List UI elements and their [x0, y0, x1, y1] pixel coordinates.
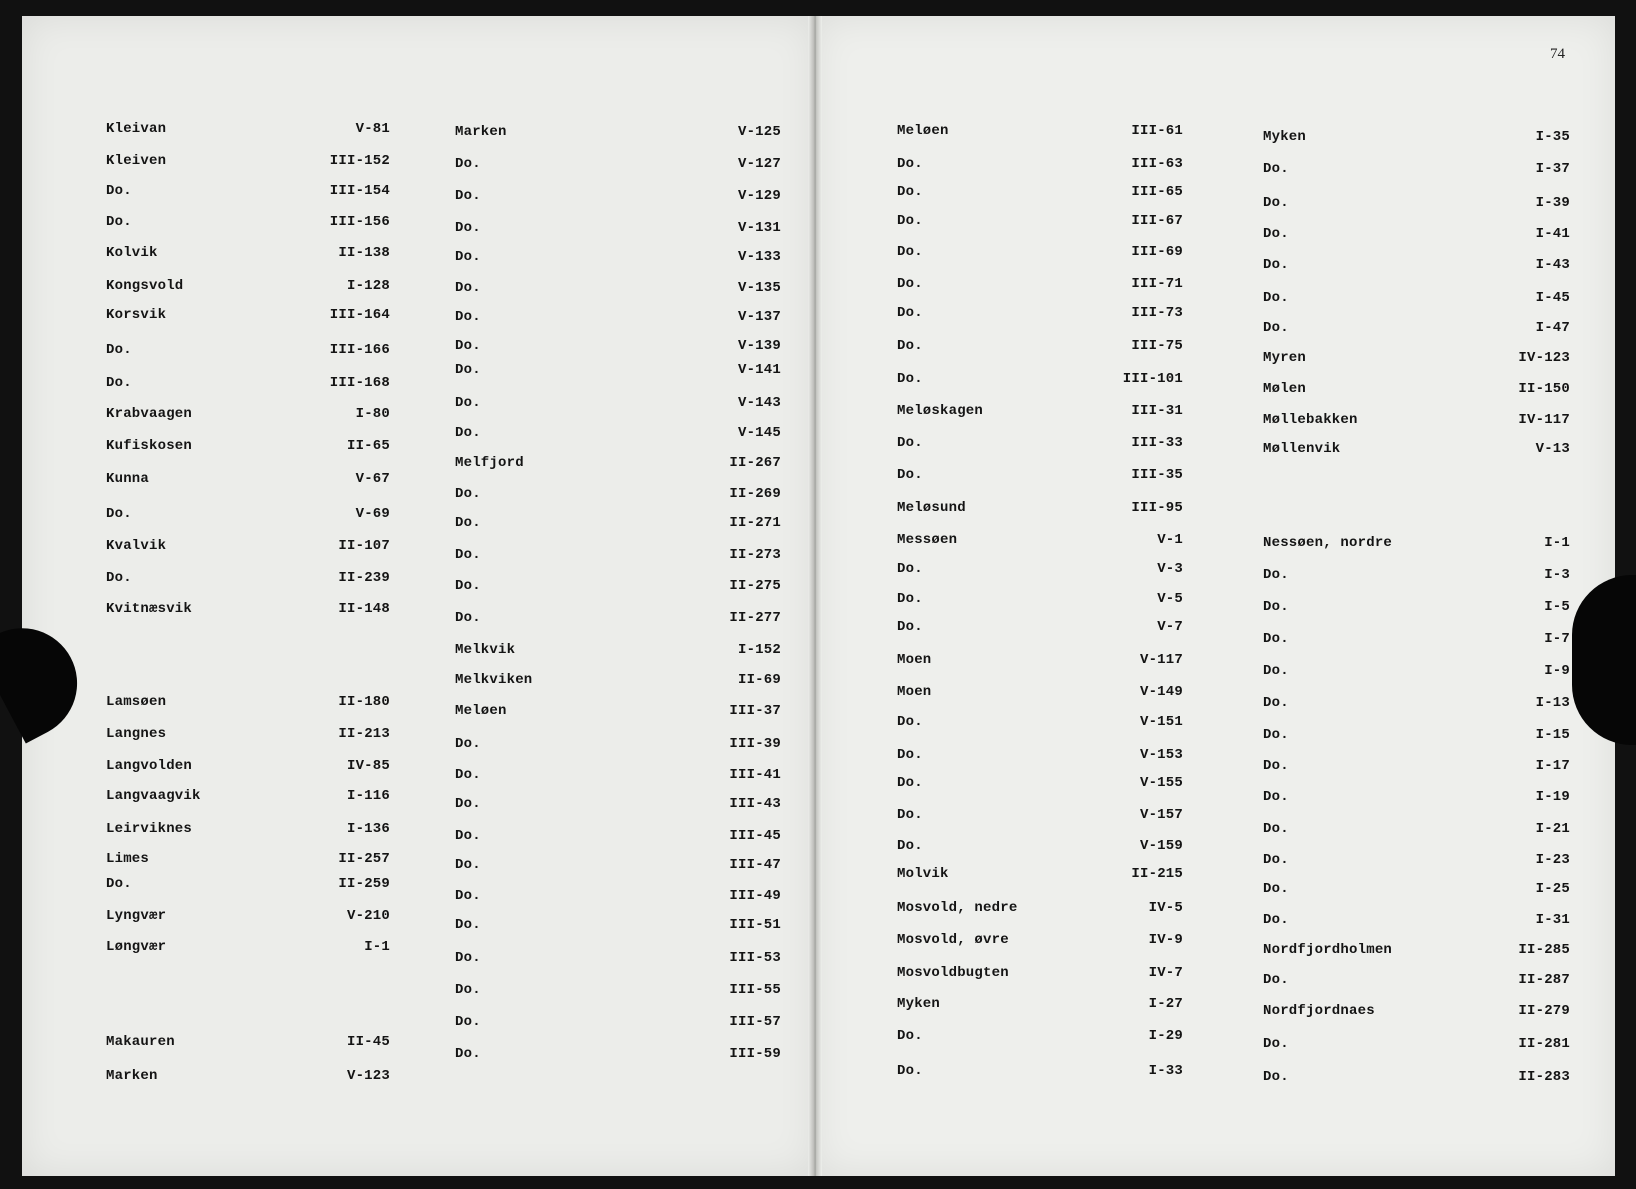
entry-volume-reference: III-33 — [1131, 435, 1183, 451]
entry-volume-reference: I-13 — [1535, 695, 1570, 711]
entry-volume-reference: I-1 — [1544, 535, 1570, 551]
entry-volume-reference: II-180 — [338, 694, 390, 710]
entry-volume-reference: II-257 — [338, 851, 390, 867]
entry-volume-reference: I-116 — [346, 788, 390, 804]
entry-place-name: Kufiskosen — [106, 438, 193, 454]
entry-place-name: Do. — [897, 276, 923, 292]
entry-volume-reference: I-27 — [1148, 996, 1183, 1012]
entry-place-name: Do. — [897, 775, 923, 791]
entry-place-name: Do. — [455, 486, 481, 502]
entry-place-name: Korsvik — [106, 307, 167, 323]
entry-place-name: Molvik — [897, 866, 949, 882]
entry-volume-reference: III-55 — [729, 982, 781, 998]
entry-place-name: Do. — [455, 767, 481, 783]
entry-place-name: Marken — [106, 1068, 158, 1084]
entry-place-name: Langvaagvik — [106, 788, 201, 804]
entry-volume-reference: I-37 — [1535, 161, 1570, 177]
entry-place-name: Do. — [897, 244, 923, 260]
entry-place-name: Do. — [1263, 631, 1289, 647]
entry-place-name: Do. — [455, 338, 481, 354]
entry-volume-reference: I-136 — [346, 821, 390, 837]
entry-volume-reference: V-81 — [355, 121, 390, 137]
entry-place-name: Langvolden — [106, 758, 193, 774]
entry-place-name: Kolvik — [106, 245, 158, 261]
entry-volume-reference: III-51 — [729, 917, 781, 933]
entry-volume-reference: II-215 — [1131, 866, 1183, 882]
entry-place-name: Nordfjordholmen — [1263, 942, 1393, 958]
entry-volume-reference: I-29 — [1148, 1028, 1183, 1044]
entry-volume-reference: II-45 — [346, 1034, 390, 1050]
entry-place-name: Do. — [1263, 161, 1289, 177]
entry-volume-reference: IV-123 — [1518, 350, 1570, 366]
entry-volume-reference: III-57 — [729, 1014, 781, 1030]
entry-place-name: Do. — [1263, 789, 1289, 805]
entry-place-name: Do. — [1263, 695, 1289, 711]
entry-place-name: Do. — [106, 876, 132, 892]
entry-volume-reference: I-21 — [1535, 821, 1570, 837]
entry-volume-reference: II-267 — [729, 455, 781, 471]
entry-place-name: Do. — [455, 547, 481, 563]
entry-volume-reference: III-156 — [329, 214, 390, 230]
entry-place-name: Do. — [897, 838, 923, 854]
entry-volume-reference: III-73 — [1131, 305, 1183, 321]
entry-place-name: Do. — [1263, 290, 1289, 306]
entry-volume-reference: I-25 — [1535, 881, 1570, 897]
entry-place-name: Myren — [1263, 350, 1307, 366]
entry-place-name: Do. — [1263, 1069, 1289, 1085]
entry-place-name: Krabvaagen — [106, 406, 193, 422]
entry-place-name: Marken — [455, 124, 507, 140]
entry-place-name: Do. — [455, 888, 481, 904]
entry-volume-reference: II-107 — [338, 538, 390, 554]
entry-volume-reference: V-155 — [1139, 775, 1183, 791]
entry-volume-reference: III-154 — [329, 183, 390, 199]
entry-volume-reference: I-9 — [1544, 663, 1570, 679]
entry-place-name: Do. — [455, 1014, 481, 1030]
entry-volume-reference: III-101 — [1122, 371, 1183, 387]
entry-volume-reference: III-35 — [1131, 467, 1183, 483]
entry-volume-reference: I-31 — [1535, 912, 1570, 928]
entry-place-name: Langnes — [106, 726, 167, 742]
entry-place-name: Do. — [1263, 852, 1289, 868]
entry-volume-reference: II-148 — [338, 601, 390, 617]
entry-place-name: Kleiven — [106, 153, 167, 169]
entry-volume-reference: III-37 — [729, 703, 781, 719]
entry-volume-reference: V-139 — [737, 338, 781, 354]
entry-place-name: Do. — [897, 561, 923, 577]
entry-volume-reference: III-47 — [729, 857, 781, 873]
entry-place-name: Lamsøen — [106, 694, 167, 710]
entry-place-name: Do. — [1263, 912, 1289, 928]
entry-volume-reference: II-213 — [338, 726, 390, 742]
entry-place-name: Do. — [897, 714, 923, 730]
entry-place-name: Kvalvik — [106, 538, 167, 554]
entry-place-name: Do. — [106, 570, 132, 586]
entry-volume-reference: II-287 — [1518, 972, 1570, 988]
entry-volume-reference: II-239 — [338, 570, 390, 586]
entry-volume-reference: III-61 — [1131, 123, 1183, 139]
entry-place-name: Do. — [897, 591, 923, 607]
entry-volume-reference: III-63 — [1131, 156, 1183, 172]
entry-place-name: Do. — [455, 736, 481, 752]
entry-place-name: Do. — [1263, 257, 1289, 273]
entry-place-name: Makauren — [106, 1034, 175, 1050]
entry-place-name: Mosvoldbugten — [897, 965, 1009, 981]
entry-place-name: Do. — [1263, 320, 1289, 336]
entry-place-name: Do. — [897, 747, 923, 763]
entry-volume-reference: I-17 — [1535, 758, 1570, 774]
entry-place-name: Do. — [106, 375, 132, 391]
entry-volume-reference: III-45 — [729, 828, 781, 844]
entry-volume-reference: I-19 — [1535, 789, 1570, 805]
entry-volume-reference: V-210 — [346, 908, 390, 924]
entry-place-name: Do. — [455, 249, 481, 265]
entry-place-name: Limes — [106, 851, 150, 867]
entry-place-name: Melkvik — [455, 642, 516, 658]
entry-place-name: Do. — [455, 950, 481, 966]
entry-volume-reference: I-39 — [1535, 195, 1570, 211]
entry-place-name: Do. — [897, 156, 923, 172]
entry-place-name: Do. — [897, 305, 923, 321]
entry-volume-reference: I-1 — [364, 939, 390, 955]
entry-volume-reference: II-273 — [729, 547, 781, 563]
entry-place-name: Mølen — [1263, 381, 1307, 397]
entry-place-name: Do. — [455, 156, 481, 172]
entry-volume-reference: V-123 — [346, 1068, 390, 1084]
entry-volume-reference: I-33 — [1148, 1063, 1183, 1079]
entry-place-name: Do. — [1263, 727, 1289, 743]
entry-volume-reference: III-168 — [329, 375, 390, 391]
entry-place-name: Do. — [897, 338, 923, 354]
entry-volume-reference: V-133 — [737, 249, 781, 265]
entry-volume-reference: V-157 — [1139, 807, 1183, 823]
entry-volume-reference: V-117 — [1139, 652, 1183, 668]
entry-volume-reference: I-5 — [1544, 599, 1570, 615]
entry-volume-reference: III-71 — [1131, 276, 1183, 292]
entry-volume-reference: V-151 — [1139, 714, 1183, 730]
entry-place-name: Meløen — [455, 703, 507, 719]
entry-place-name: Do. — [897, 619, 923, 635]
entry-place-name: Do. — [455, 220, 481, 236]
entry-place-name: Løngvær — [106, 939, 167, 955]
entry-volume-reference: IV-5 — [1148, 900, 1183, 916]
entry-volume-reference: I-35 — [1535, 129, 1570, 145]
entry-place-name: Møllenvik — [1263, 441, 1341, 457]
entry-volume-reference: I-45 — [1535, 290, 1570, 306]
entry-place-name: Meløskagen — [897, 403, 984, 419]
entry-volume-reference: IV-9 — [1148, 932, 1183, 948]
entry-volume-reference: V-1 — [1157, 532, 1183, 548]
entry-volume-reference: I-15 — [1535, 727, 1570, 743]
entry-place-name: Melfjord — [455, 455, 524, 471]
entry-volume-reference: I-3 — [1544, 567, 1570, 583]
entry-place-name: Do. — [1263, 599, 1289, 615]
page-number: 74 — [1550, 46, 1565, 62]
entry-volume-reference: II-275 — [729, 578, 781, 594]
entry-volume-reference: III-69 — [1131, 244, 1183, 260]
entry-place-name: Do. — [1263, 972, 1289, 988]
entry-volume-reference: II-271 — [729, 515, 781, 531]
entry-place-name: Do. — [455, 515, 481, 531]
entry-place-name: Mosvold, nedre — [897, 900, 1018, 916]
entry-place-name: Do. — [897, 467, 923, 483]
entry-volume-reference: V-67 — [355, 471, 390, 487]
entry-place-name: Do. — [106, 214, 132, 230]
entry-volume-reference: V-153 — [1139, 747, 1183, 763]
entry-volume-reference: III-95 — [1131, 500, 1183, 516]
entry-volume-reference: I-7 — [1544, 631, 1570, 647]
entry-place-name: Do. — [1263, 758, 1289, 774]
entry-volume-reference: V-129 — [737, 188, 781, 204]
entry-place-name: Do. — [455, 982, 481, 998]
entry-place-name: Do. — [897, 1063, 923, 1079]
entry-place-name: Do. — [455, 857, 481, 873]
entry-volume-reference: III-75 — [1131, 338, 1183, 354]
entry-volume-reference: V-137 — [737, 309, 781, 325]
entry-place-name: Nordfjordnaes — [1263, 1003, 1375, 1019]
entry-volume-reference: III-31 — [1131, 403, 1183, 419]
entry-volume-reference: III-67 — [1131, 213, 1183, 229]
entry-place-name: Myken — [1263, 129, 1307, 145]
entry-volume-reference: V-143 — [737, 395, 781, 411]
entry-place-name: Do. — [1263, 663, 1289, 679]
entry-place-name: Leirviknes — [106, 821, 193, 837]
entry-place-name: Meløsund — [897, 500, 966, 516]
entry-volume-reference: II-281 — [1518, 1036, 1570, 1052]
entry-volume-reference: IV-7 — [1148, 965, 1183, 981]
entry-volume-reference: V-3 — [1157, 561, 1183, 577]
entry-place-name: Do. — [1263, 1036, 1289, 1052]
entry-volume-reference: II-69 — [737, 672, 781, 688]
entry-volume-reference: II-65 — [346, 438, 390, 454]
entry-place-name: Do. — [897, 807, 923, 823]
entry-place-name: Do. — [455, 828, 481, 844]
entry-volume-reference: I-43 — [1535, 257, 1570, 273]
entry-place-name: Kunna — [106, 471, 150, 487]
entry-volume-reference: II-269 — [729, 486, 781, 502]
entry-place-name: Do. — [455, 425, 481, 441]
entry-volume-reference: I-47 — [1535, 320, 1570, 336]
entry-place-name: Messøen — [897, 532, 958, 548]
entry-volume-reference: III-53 — [729, 950, 781, 966]
entry-volume-reference: III-166 — [329, 342, 390, 358]
entry-volume-reference: V-13 — [1535, 441, 1570, 457]
entry-volume-reference: III-43 — [729, 796, 781, 812]
entry-place-name: Do. — [897, 213, 923, 229]
entry-volume-reference: III-49 — [729, 888, 781, 904]
entry-place-name: Kvitnæsvik — [106, 601, 193, 617]
entry-volume-reference: IV-85 — [346, 758, 390, 774]
entry-volume-reference: V-131 — [737, 220, 781, 236]
entry-volume-reference: II-279 — [1518, 1003, 1570, 1019]
entry-place-name: Kleivan — [106, 121, 167, 137]
entry-volume-reference: V-135 — [737, 280, 781, 296]
entry-volume-reference: II-138 — [338, 245, 390, 261]
entry-volume-reference: III-59 — [729, 1046, 781, 1062]
entry-volume-reference: V-5 — [1157, 591, 1183, 607]
entry-volume-reference: II-283 — [1518, 1069, 1570, 1085]
entry-volume-reference: III-41 — [729, 767, 781, 783]
entry-place-name: Mosvold, øvre — [897, 932, 1009, 948]
entry-place-name: Do. — [897, 435, 923, 451]
entry-volume-reference: II-285 — [1518, 942, 1570, 958]
entry-place-name: Do. — [897, 184, 923, 200]
entry-volume-reference: III-39 — [729, 736, 781, 752]
entry-volume-reference: I-128 — [346, 278, 390, 294]
left-page — [22, 16, 815, 1176]
entry-place-name: Do. — [455, 280, 481, 296]
entry-volume-reference: III-65 — [1131, 184, 1183, 200]
entry-place-name: Do. — [1263, 881, 1289, 897]
entry-place-name: Do. — [1263, 226, 1289, 242]
entry-volume-reference: V-125 — [737, 124, 781, 140]
entry-volume-reference: V-145 — [737, 425, 781, 441]
entry-place-name: Do. — [455, 1046, 481, 1062]
entry-volume-reference: I-23 — [1535, 852, 1570, 868]
entry-place-name: Melkviken — [455, 672, 533, 688]
entry-place-name: Do. — [455, 796, 481, 812]
entry-place-name: Do. — [455, 578, 481, 594]
entry-place-name: Do. — [455, 610, 481, 626]
entry-volume-reference: V-159 — [1139, 838, 1183, 854]
entry-place-name: Do. — [455, 188, 481, 204]
entry-place-name: Do. — [455, 395, 481, 411]
entry-volume-reference: V-149 — [1139, 684, 1183, 700]
entry-volume-reference: II-150 — [1518, 381, 1570, 397]
entry-place-name: Do. — [106, 506, 132, 522]
entry-place-name: Do. — [106, 342, 132, 358]
book-gutter — [808, 16, 822, 1176]
entry-place-name: Do. — [897, 371, 923, 387]
entry-place-name: Do. — [455, 309, 481, 325]
entry-volume-reference: II-277 — [729, 610, 781, 626]
entry-volume-reference: V-7 — [1157, 619, 1183, 635]
entry-place-name: Do. — [897, 1028, 923, 1044]
entry-volume-reference: I-152 — [737, 642, 781, 658]
entry-place-name: Do. — [1263, 195, 1289, 211]
entry-place-name: Do. — [455, 362, 481, 378]
entry-place-name: Møllebakken — [1263, 412, 1358, 428]
entry-place-name: Lyngvær — [106, 908, 167, 924]
entry-place-name: Myken — [897, 996, 941, 1012]
entry-volume-reference: V-141 — [737, 362, 781, 378]
entry-place-name: Do. — [106, 183, 132, 199]
entry-volume-reference: III-152 — [329, 153, 390, 169]
entry-volume-reference: I-41 — [1535, 226, 1570, 242]
entry-place-name: Do. — [1263, 567, 1289, 583]
entry-volume-reference: IV-117 — [1518, 412, 1570, 428]
entry-place-name: Meløen — [897, 123, 949, 139]
entry-place-name: Nessøen, nordre — [1263, 535, 1393, 551]
entry-volume-reference: II-259 — [338, 876, 390, 892]
entry-volume-reference: I-80 — [355, 406, 390, 422]
entry-place-name: Do. — [1263, 821, 1289, 837]
entry-volume-reference: V-127 — [737, 156, 781, 172]
entry-place-name: Do. — [455, 917, 481, 933]
entry-place-name: Kongsvold — [106, 278, 184, 294]
entry-volume-reference: III-164 — [329, 307, 390, 323]
entry-place-name: Moen — [897, 684, 932, 700]
entry-volume-reference: V-69 — [355, 506, 390, 522]
entry-place-name: Moen — [897, 652, 932, 668]
